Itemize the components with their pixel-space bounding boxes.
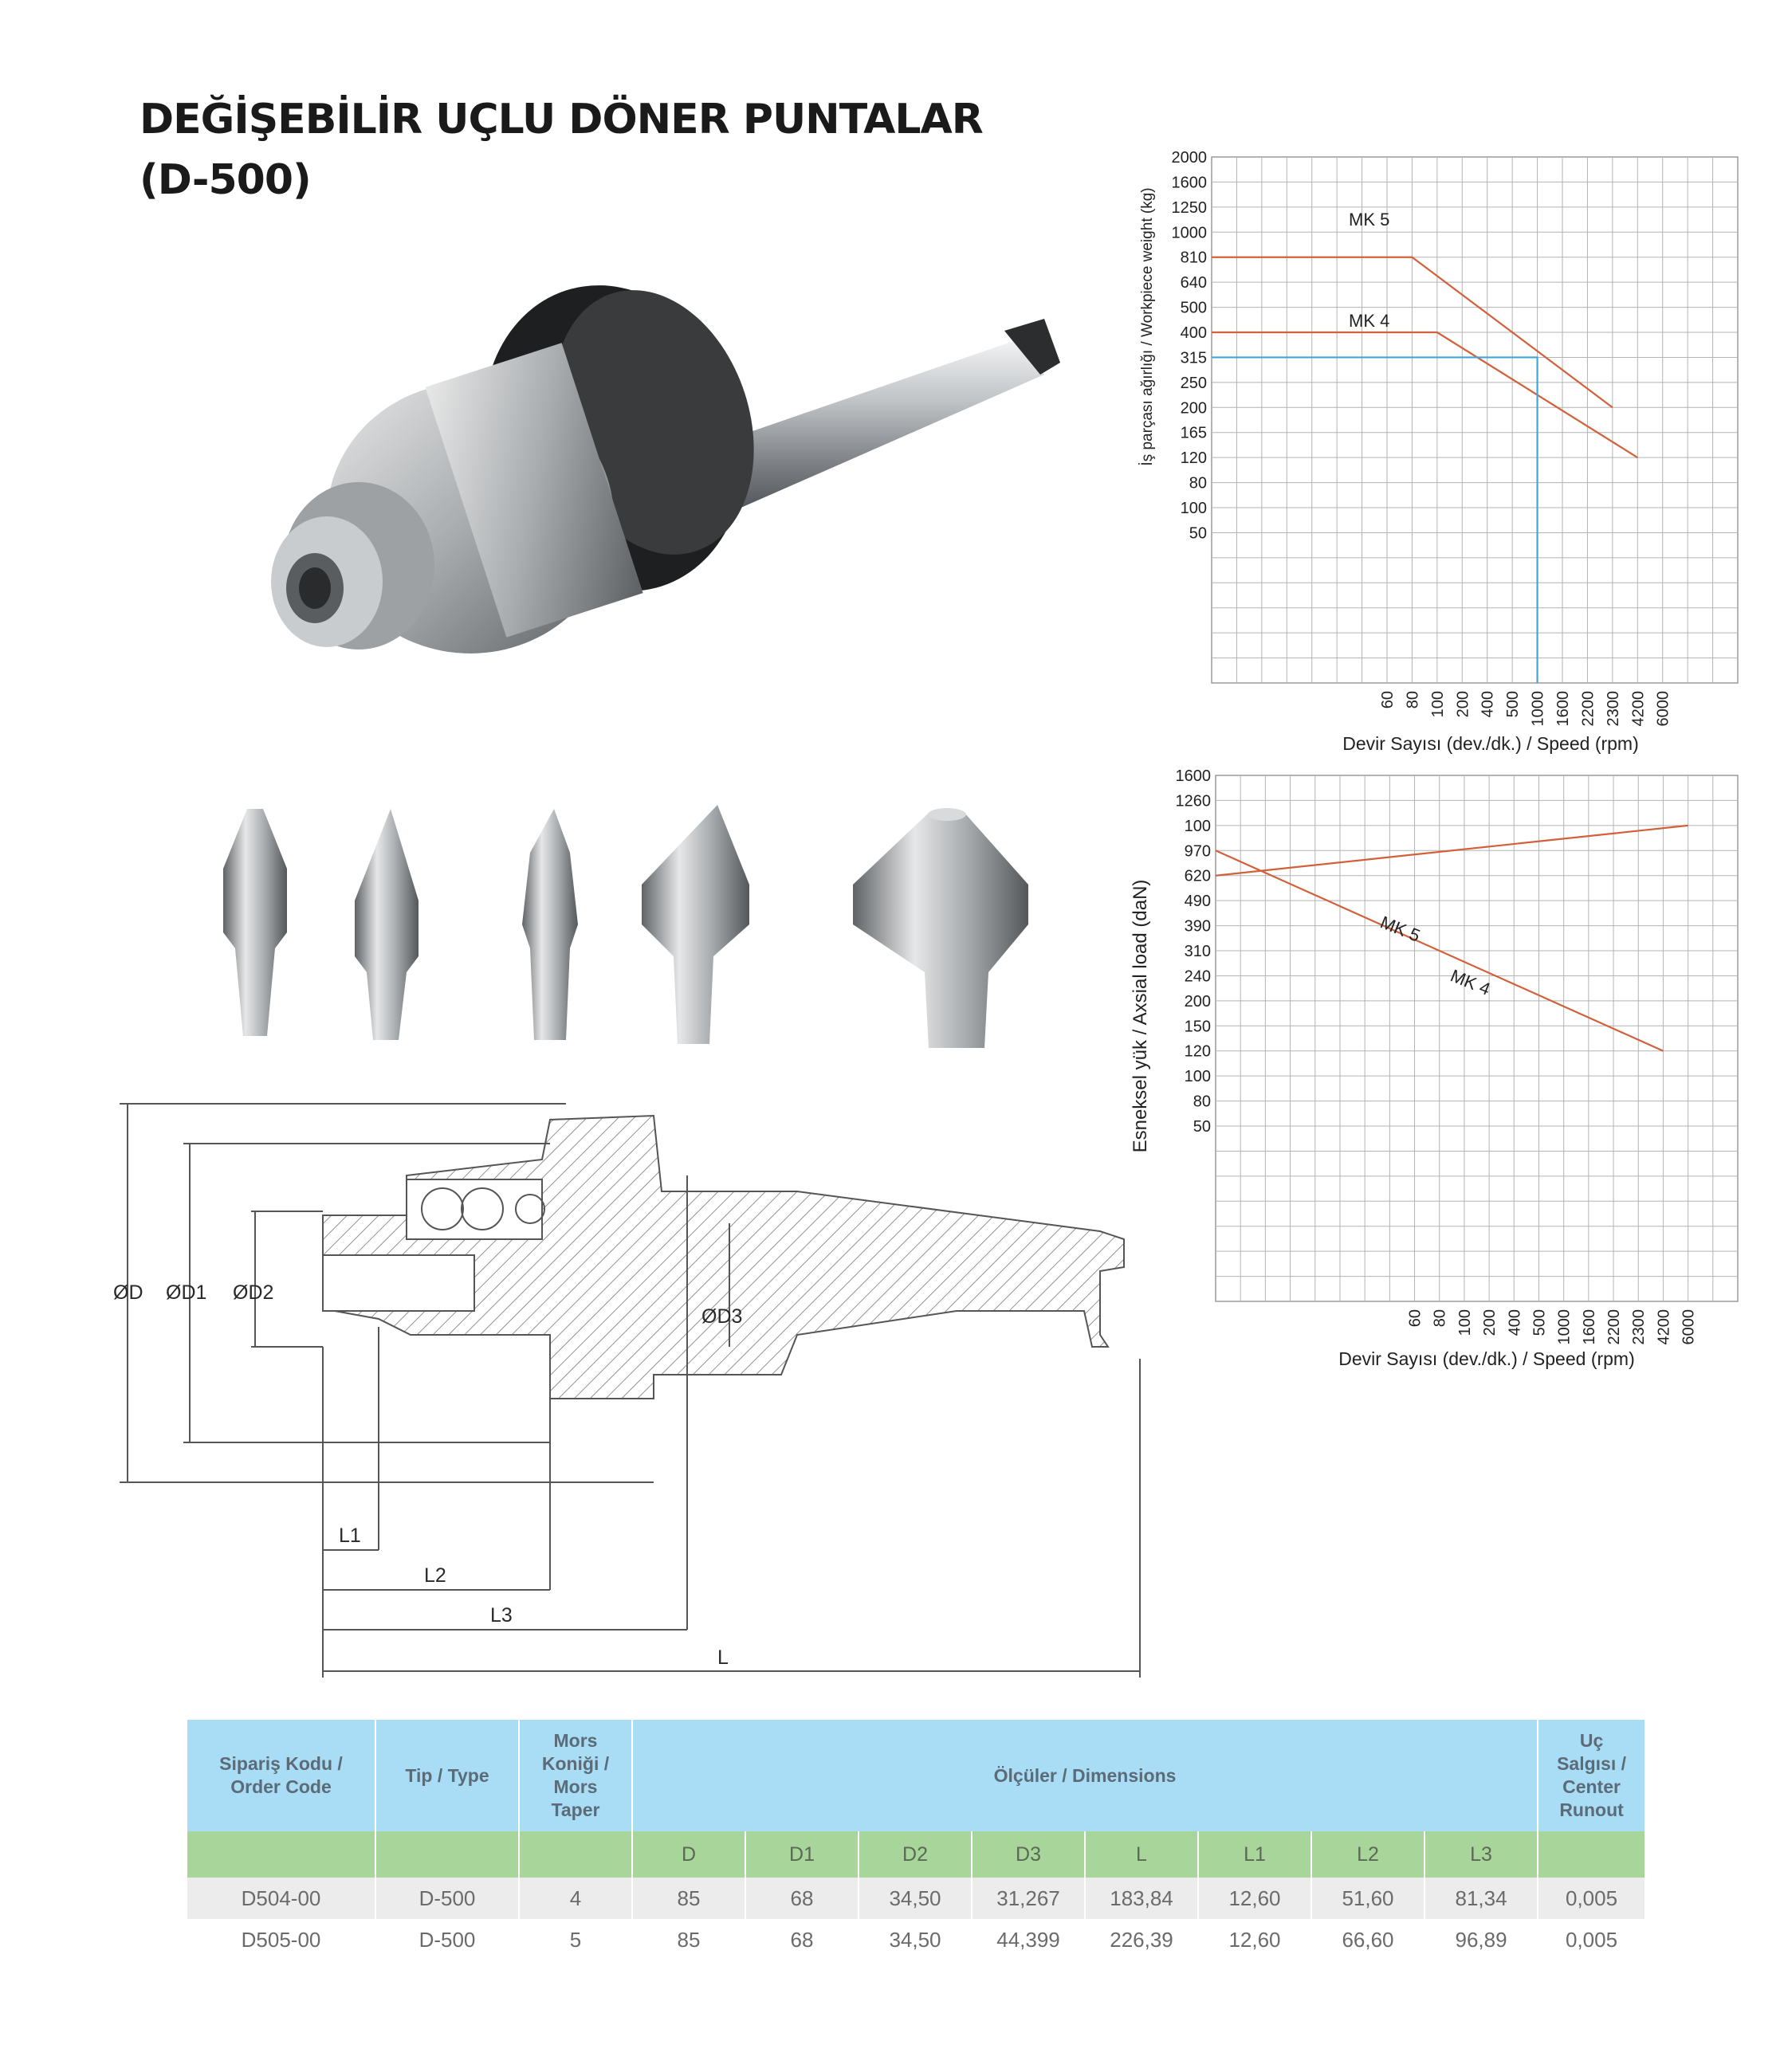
header-taper: Mors Koniği / Mors Taper bbox=[519, 1720, 632, 1831]
spec-table bbox=[186, 1720, 1646, 1960]
subheader-blank bbox=[187, 1831, 375, 1878]
x-tick-label: 1600 bbox=[1580, 1309, 1598, 1345]
table-cell: 68 bbox=[745, 1878, 859, 1919]
x-tick-label: 1000 bbox=[1529, 691, 1547, 727]
y-tick-label: 200 bbox=[1180, 399, 1207, 418]
table-cell: D504-00 bbox=[187, 1878, 375, 1919]
header-dimensions: Ölçüler / Dimensions bbox=[632, 1720, 1538, 1831]
y-tick-label: 810 bbox=[1180, 249, 1207, 267]
x-tick-label: 6000 bbox=[1654, 691, 1672, 727]
label-d3: ØD3 bbox=[701, 1305, 743, 1328]
interchangeable-tips-photo bbox=[207, 797, 1100, 1060]
y-tick-label: 500 bbox=[1180, 299, 1207, 317]
y-tick-label: 1000 bbox=[1171, 224, 1207, 242]
series-line-2 bbox=[1212, 332, 1637, 457]
x-tick-label: 500 bbox=[1531, 1309, 1549, 1336]
table-cell: D-500 bbox=[375, 1919, 519, 1960]
title-line-2: (D-500) bbox=[139, 156, 311, 204]
y-tick-label: 640 bbox=[1180, 274, 1207, 292]
y-tick-label: 1600 bbox=[1171, 174, 1207, 192]
table-cell: 226,39 bbox=[1085, 1919, 1198, 1960]
table-cell: 34,50 bbox=[859, 1919, 972, 1960]
y-tick-label: 250 bbox=[1180, 374, 1207, 392]
table-row bbox=[187, 1878, 1645, 1919]
table-cell: 5 bbox=[519, 1919, 632, 1960]
c2-frame bbox=[1216, 775, 1738, 1301]
y-tick-label: 50 bbox=[1193, 1118, 1211, 1136]
header-order-code: Sipariş Kodu / Order Code bbox=[187, 1720, 375, 1831]
table-cell: 31,267 bbox=[972, 1878, 1085, 1919]
label-l2: L2 bbox=[424, 1564, 446, 1587]
table-cell: 68 bbox=[745, 1919, 859, 1960]
table-cell: D-500 bbox=[375, 1878, 519, 1919]
x-tick-label: 400 bbox=[1479, 691, 1497, 718]
technical-drawing bbox=[96, 1072, 1148, 1678]
label-d1: ØD1 bbox=[166, 1281, 207, 1304]
x-tick-label: 100 bbox=[1456, 1309, 1474, 1336]
label-l1: L1 bbox=[339, 1525, 361, 1547]
y-tick-label: 120 bbox=[1180, 449, 1207, 468]
table-cell: 85 bbox=[632, 1878, 745, 1919]
dim-header: D bbox=[632, 1831, 745, 1878]
x-tick-label: 60 bbox=[1379, 691, 1397, 709]
y-tick-label: 50 bbox=[1189, 524, 1207, 543]
y-tick-label: 240 bbox=[1184, 967, 1211, 986]
y-tick-label: 120 bbox=[1184, 1042, 1211, 1061]
series-label: MK 5 bbox=[1349, 210, 1390, 230]
table-cell: D505-00 bbox=[187, 1919, 375, 1960]
live-center-photo bbox=[239, 255, 1132, 701]
x-tick-label: 6000 bbox=[1680, 1309, 1698, 1345]
x-tick-label: 2200 bbox=[1579, 691, 1597, 727]
subheader-blank bbox=[1538, 1831, 1645, 1878]
table-cell: 0,005 bbox=[1538, 1878, 1645, 1919]
dim-header: L bbox=[1085, 1831, 1198, 1878]
dim-header: D1 bbox=[745, 1831, 859, 1878]
table-cell: 183,84 bbox=[1085, 1878, 1198, 1919]
y-tick-label: 310 bbox=[1184, 943, 1211, 961]
label-d: ØD bbox=[113, 1281, 143, 1304]
table-cell: 0,005 bbox=[1538, 1919, 1645, 1960]
x-tick-label: 80 bbox=[1431, 1309, 1449, 1328]
y-tick-label: 100 bbox=[1180, 500, 1207, 518]
y-tick-label: 2000 bbox=[1171, 149, 1207, 167]
label-l3: L3 bbox=[490, 1604, 513, 1627]
table-cell: 81,34 bbox=[1424, 1878, 1538, 1919]
x-tick-label: 400 bbox=[1506, 1309, 1524, 1336]
label-d2: ØD2 bbox=[233, 1281, 274, 1304]
dim-header: L3 bbox=[1424, 1831, 1538, 1878]
page-title bbox=[139, 89, 983, 210]
table-cell: 51,60 bbox=[1311, 1878, 1424, 1919]
load-chart-grid bbox=[1216, 775, 1738, 1301]
weight-chart bbox=[1132, 147, 1754, 761]
series-label: MK 5 bbox=[1377, 912, 1424, 946]
title-line-1: DEĞİŞEBİLİR UÇLU DÖNER PUNTALAR bbox=[139, 96, 983, 143]
y-tick-label: 620 bbox=[1184, 867, 1211, 885]
weight-chart-xlabel: Devir Sayısı (dev./dk.) / Speed (rpm) bbox=[1342, 733, 1639, 754]
header-type: Tip / Type bbox=[375, 1720, 519, 1831]
y-tick-label: 80 bbox=[1189, 474, 1207, 492]
weight-chart-grid bbox=[1212, 157, 1738, 683]
weight-chart-ylabel: İş parçası ağırlığı / Workpiece weight (kg) bbox=[1139, 187, 1156, 466]
x-tick-label: 200 bbox=[1481, 1309, 1499, 1336]
subheader-blank bbox=[519, 1831, 632, 1878]
label-l: L bbox=[717, 1646, 729, 1669]
table-cell: 96,89 bbox=[1424, 1919, 1538, 1960]
table-cell: 4 bbox=[519, 1878, 632, 1919]
x-tick-label: 2200 bbox=[1605, 1309, 1624, 1345]
y-tick-label: 1250 bbox=[1171, 198, 1207, 217]
y-tick-label: 200 bbox=[1184, 992, 1211, 1010]
y-tick-label: 390 bbox=[1184, 917, 1211, 936]
y-tick-label: 1600 bbox=[1175, 767, 1211, 785]
series-label: MK 4 bbox=[1448, 965, 1494, 999]
y-tick-label: 970 bbox=[1184, 842, 1211, 861]
table-cell: 12,60 bbox=[1198, 1919, 1311, 1960]
series-label: MK 4 bbox=[1349, 311, 1390, 331]
y-tick-label: 150 bbox=[1184, 1018, 1211, 1036]
subheader-blank bbox=[375, 1831, 519, 1878]
x-tick-label: 100 bbox=[1428, 691, 1447, 718]
dim-header: D3 bbox=[972, 1831, 1085, 1878]
table-cell: 12,60 bbox=[1198, 1878, 1311, 1919]
y-tick-label: 100 bbox=[1184, 1068, 1211, 1086]
y-tick-label: 490 bbox=[1184, 893, 1211, 911]
y-tick-label: 400 bbox=[1180, 324, 1207, 343]
table-row bbox=[187, 1919, 1645, 1960]
x-tick-label: 4200 bbox=[1629, 691, 1648, 727]
y-tick-label: 100 bbox=[1184, 817, 1211, 835]
table-cell: 34,50 bbox=[859, 1878, 972, 1919]
x-tick-label: 60 bbox=[1406, 1309, 1424, 1328]
load-chart bbox=[1116, 761, 1754, 1383]
x-tick-label: 500 bbox=[1504, 691, 1523, 718]
y-tick-label: 165 bbox=[1180, 424, 1207, 442]
x-tick-label: 2300 bbox=[1604, 691, 1622, 727]
table-cell: 85 bbox=[632, 1919, 745, 1960]
x-tick-label: 80 bbox=[1404, 691, 1422, 709]
reading-line bbox=[1212, 357, 1538, 683]
x-tick-label: 200 bbox=[1454, 691, 1472, 718]
dim-header: L1 bbox=[1198, 1831, 1311, 1878]
x-tick-label: 1600 bbox=[1554, 691, 1572, 727]
header-runout: Uç Salgısı / Center Runout bbox=[1538, 1720, 1645, 1831]
load-chart-xlabel: Devir Sayısı (dev./dk.) / Speed (rpm) bbox=[1338, 1348, 1635, 1369]
load-chart-ylabel: Esneksel yük / Axsial load (daN) bbox=[1130, 879, 1151, 1153]
x-tick-label: 4200 bbox=[1655, 1309, 1673, 1345]
table-cell: 66,60 bbox=[1311, 1919, 1424, 1960]
dim-header: L2 bbox=[1311, 1831, 1424, 1878]
y-tick-label: 1260 bbox=[1175, 792, 1211, 810]
x-tick-label: 1000 bbox=[1555, 1309, 1574, 1345]
y-tick-label: 80 bbox=[1193, 1093, 1211, 1111]
table-cell: 44,399 bbox=[972, 1919, 1085, 1960]
dim-header: D2 bbox=[859, 1831, 972, 1878]
x-tick-label: 2300 bbox=[1630, 1309, 1648, 1345]
y-tick-label: 315 bbox=[1180, 349, 1207, 367]
c1-frame bbox=[1212, 157, 1738, 683]
